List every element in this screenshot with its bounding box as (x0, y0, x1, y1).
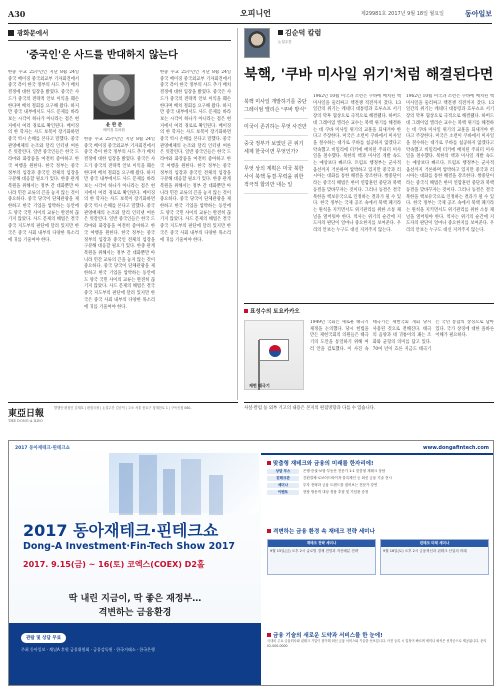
column-body-1: 1962년 10월 미국과 소련은 쿠바에 배치된 핵미사일을 둘러싸고 핵전쟁 직전까지 갔다. 13일간의 위기는 케네디 대통령과 흐루쇼프 서기장의 막후 협상으로 극적으로 해결됐다. 하버드대 그레이엄 앨리슨 교수는 북핵 위기를 해결하는 데 쿠바 미사일 위기의 교훈을 되새겨야 한다고 주장한다. 미국은 소련이 쿠바에서 미사일을 철수하는 대가로 쿠바를 침공하지 않겠다고 약속했고 비밀리에 터키에 배치된 주피터 미사일을 철수했다. 북한의 핵과 미사일 개발 속도는 예상보다 빠르다. 트럼프 행정부는 군사적 옵션까지 거론하며 압박하고 있지만 중국과 러시아는 대화를 통한 해결을 강조한다. 쌍중단이라는 중국식 해법은 한미 연합훈련 중단과 북핵 동결을 맞바꾸자는 것이다. 그러나 동결은 결국 북한을 핵보유국으로 인정하는 결과가 될 수 있다. 한국 정부는 국제 공조 속에서 북핵 폐기라는 원칙을 지키면서도 위기관리를 위한 소통 채널을 열어둬야 한다. 역사는 위기의 순간에 지도자의 판단이 얼마나 중요한지를 보여준다. 우리의 안보는 누구도 대신 지켜주지 않는다. (313, 94, 401, 234)
building-icon (119, 463, 133, 515)
subheads (244, 94, 308, 314)
advertisement[interactable] (8, 440, 494, 686)
column-gwanghwamun (8, 28, 238, 400)
building-icon (209, 475, 223, 515)
seminar-box[interactable] (267, 539, 376, 575)
masthead-info: 발행인·편집인 김재호 | 편집국장 | 논설주간 김순덕 | 주소 서울 종로구 청계천로 1 | 구독신청 080- (54, 406, 192, 410)
row-label: 세미나 (267, 483, 299, 488)
photo-caption: 제헌 태극기 (249, 383, 270, 388)
masthead-logo-text: 東亞日報 (8, 409, 45, 419)
seminar-box-head: 재테크 전략 세미나 (268, 540, 375, 547)
bullet-icon (267, 633, 271, 637)
ad-section-title (267, 527, 489, 535)
row-text: 투자 전략과 금융 트렌드를 짚어보는 전문가 강연 (303, 483, 378, 487)
row-label: 핀테크관 (267, 476, 299, 481)
author-portrait (244, 28, 270, 58)
seminar-box-text: 9월 16일(토) 오후 2시 금융혁신과 핀테크 산업의 미래 (383, 549, 467, 553)
ad-slogan-2: 격변하는 금융환경 (98, 608, 172, 618)
masthead-logo-sub: THE DONG-A ILBO (8, 419, 43, 423)
page-number: A30 (8, 8, 26, 19)
ad-right-panel (261, 441, 494, 686)
author-title: 논설주간 (278, 40, 292, 44)
row-text: 은행·증권·보험·부동산 전문가 1:1 맞춤형 재테크 상담 (303, 469, 386, 473)
column-body-2: 한중 수교 25주년인 지난 8월 24일 중국 베이징 중국외교부 기자회견에서 중국 측이 한국 정부의 사드 추가 배치 결정에 대한 입장을 밝혔다. 중국은 사드가 중국의 전략적 안보 이익을 훼손한다며 배치 철회를 요구해 왔다. 하지만 중국 내부에서도 사드 문제를 바라보는 시각이 하나가 아니라는 점은 현지에서 여러 경로로 확인된다. 베이징의 한 학자는 사드 보복이 장기화하면 중국 역시 손해를 본다고 말했다. 중국 관영매체의 논조와 달리 인터넷 여론은 엇갈린다. 일반 중국인들은 한국 드라마와 화장품을 여전히 좋아하고 한국 여행을 원한다. 한국 정부는 중국 정부의 입장과 중국인 전체의 입장을 구분해 대응할 필요가 있다. 한중 관계 복원을 위해서는 정부 간 대화뿐만 아니라 민간 교류의 끈을 놓지 않는 것이 중요하다. 중국 당국이 단체관광을 제한하고 한국 기업을 압박하는 동안에도 양국 국민 사이의 교류는 완전히 끊기지 않았다. 사드 문제의 해법은 결국 중국 지도부의 판단에 달려 있지만 한국은 중국 사회 내부의 다양한 목소리에 귀를 기울여야 한다. (84, 137, 155, 310)
ad-section-title (267, 459, 489, 467)
column-kimsoondeok (244, 28, 494, 300)
column-body-3: 한중 수교 25주년인 지난 8월 24일 중국 베이징 중국외교부 기자회견에서 중국 측이 한국 정부의 사드 추가 배치 결정에 대한 입장을 밝혔다. 중국은 사드가 중국의 전략적 안보 이익을 훼손한다며 배치 철회를 요구해 왔다. 하지만 중국 내부에서도 사드 문제를 바라보는 시각이 하나가 아니라는 점은 현지에서 여러 경로로 확인된다. 베이징의 한 학자는 사드 보복이 장기화하면 중국 역시 손해를 본다고 말했다. 중국 관영매체의 논조와 달리 인터넷 여론은 엇갈린다. 일반 중국인들은 한국 드라마와 화장품을 여전히 좋아하고 한국 여행을 원한다. 한국 정부는 중국 정부의 입장과 중국인 전체의 입장을 구분해 대응할 필요가 있다. 한중 관계 복원을 위해서는 정부 간 대화뿐만 아니라 민간 교류의 끈을 놓지 않는 것이 중요하다. 중국 당국이 단체관광을 제한하고 한국 기업을 압박하는 동안에도 양국 국민 사이의 교류는 완전히 끊기지 않았다. 사드 문제의 해법은 결국 중국 지도부의 판단에 달려 있지만 한국은 중국 사회 내부의 다양한 목소리에 귀를 기울여야 한다. (160, 70, 231, 243)
building-icon (163, 469, 175, 515)
row-text: 현장 방문객 대상 경품 추첨 및 기념품 증정 (303, 490, 369, 494)
bullet-icon (267, 461, 271, 465)
row-text: 간편결제·로보어드바이저·블록체인 등 최신 금융 기술 전시 (303, 476, 392, 480)
column-body-1: 한중 수교 25주년인 지난 8월 24일 중국 베이징 중국외교부 기자회견에서 중국 측이 한국 정부의 사드 추가 배치 결정에 대한 입장을 밝혔다. 중국은 사드가 중국의 전략적 안보 이익을 훼손한다며 배치 철회를 요구해 왔다. 하지만 중국 내부에서도 사드 문제를 바라보는 시각이 하나가 아니라는 점은 현지에서 여러 경로로 확인된다. 베이징의 한 학자는 사드 보복이 장기화하면 중국 역시 손해를 본다고 말했다. 중국 관영매체의 논조와 달리 인터넷 여론은 엇갈린다. 일반 중국인들은 한국 드라마와 화장품을 여전히 좋아하고 한국 여행을 원한다. 한국 정부는 중국 정부의 입장과 중국인 전체의 입장을 구분해 대응할 필요가 있다. 한중 관계 복원을 위해서는 정부 간 대화뿐만 아니라 민간 교류의 끈을 놓지 않는 것이 중요하다. 중국 당국이 단체관광을 제한하고 한국 기업을 압박하는 동안에도 양국 국민 사이의 교류는 완전히 끊기지 않았다. 사드 문제의 해법은 결국 중국 지도부의 판단에 달려 있지만 한국은 중국 사회 내부의 다양한 목소리에 귀를 기울여야 한다. (8, 70, 79, 243)
bullet-icon (267, 529, 271, 533)
section-title: 오피니언 (240, 8, 271, 18)
masthead-logo (8, 406, 48, 434)
column-headline: '중국인'은 사드를 반대하지 않는다 (26, 50, 178, 61)
author-box (84, 74, 144, 133)
ad-section-services (267, 631, 489, 648)
seminar-box-text: 9월 15일(금) 오후 2시 글로벌 경제 전망과 자산배분 전략 (270, 549, 359, 553)
photo-column-tag-label: 표성수의 토요카카오 (250, 309, 300, 315)
taegukgi-flag-icon (259, 339, 289, 361)
ad-hosts: 주최 동아일보 · 채널A 후원 금융위원회 · 금융감독원 · 한국거래소 · 한국은행 (21, 647, 155, 652)
column-tag (8, 28, 231, 41)
flag-photo (244, 320, 304, 390)
ad-free-badge: 관람 및 상담 무료 (21, 633, 66, 643)
row-label: 상담 부스 (267, 469, 299, 474)
ad-section-programs (267, 459, 489, 495)
ad-top-label: 2017 동아재테크·핀테크쇼 (15, 446, 70, 451)
ad-left-panel (9, 441, 261, 686)
ad-title-korean: 2017 동아재테크·핀테크쇼 (23, 521, 219, 540)
photo-column-body: 1949년 국회는 새로운 태극기 제정을 논의했다. 당시 헌법을 만든 제헌국회의 의원들은 태극기의 도안을 통일하기 위해 여러 안을 검토했다. 이 사진 속 태극기는 제헌국회 개회 당시 사용된 것으로 전해진다. 태극의 음양과 네 귀퉁이의 괘는 조화와 균형의 의미를 담고 있다. 70여 년이 흐른 지금도 태극기는 국민 통합의 상징으로 남아 있다. 국가 상징에 대한 올바른 이해가 필요하다. (310, 320, 494, 352)
column-tag (278, 28, 321, 38)
ad-section-title (267, 631, 489, 639)
subhead: 무엇 상의 계획은 미국 북한 사이 북핵 동결·무력을 위한 적극적 합의만 내는 일 (244, 161, 308, 194)
building-icon (181, 459, 201, 515)
ad-section-title-text: 격변하는 금융 환경 속 재테크 전략 세미나 (273, 529, 375, 535)
square-icon (278, 30, 283, 35)
masthead-notice: 사설·칼럼 등 외부 기고의 내용은 본지의 편집방향과 다를 수 있습니다. (244, 402, 494, 434)
photo-column (244, 303, 494, 400)
photo-column-tag (244, 307, 494, 315)
column-body-2: 1962년 10월 미국과 소련은 쿠바에 배치된 핵미사일을 둘러싸고 핵전쟁 직전까지 갔다. 13일간의 위기는 케네디 대통령과 흐루쇼프 서기장의 막후 협상으로 극적으로 해결됐다. 하버드대 그레이엄 앨리슨 교수는 북핵 위기를 해결하는 데 쿠바 미사일 위기의 교훈을 되새겨야 한다고 주장한다. 미국은 소련이 쿠바에서 미사일을 철수하는 대가로 쿠바를 침공하지 않겠다고 약속했고 비밀리에 터키에 배치된 주피터 미사일을 철수했다. 북한의 핵과 미사일 개발 속도는 예상보다 빠르다. 트럼프 행정부는 군사적 옵션까지 거론하며 압박하고 있지만 중국과 러시아는 대화를 통한 해결을 강조한다. 쌍중단이라는 중국식 해법은 한미 연합훈련 중단과 북핵 동결을 맞바꾸자는 것이다. 그러나 동결은 결국 북한을 핵보유국으로 인정하는 결과가 될 수 있다. 한국 정부는 국제 공조 속에서 북핵 폐기라는 원칙을 지키면서도 위기관리를 위한 소통 채널을 열어둬야 한다. 역사는 위기의 순간에 지도자의 판단이 얼마나 중요한지를 보여준다. 우리의 안보는 누구도 대신 지켜주지 않는다. (406, 94, 494, 234)
ad-section-title-text: 금융 기술의 새로운 도약과 서비스를 한 눈에! (273, 633, 383, 639)
row-label: 이벤트 (267, 490, 299, 495)
author-title: 베이징 특파원 (103, 128, 125, 132)
ad-section-seminars (267, 527, 489, 575)
ad-section-title-text: 맞춤형 재테크와 금융의 미래를 한자리에! (273, 461, 374, 467)
column-tag-label: 광화문에서 (17, 29, 49, 37)
column-tag-label: 김순덕 칼럼 (285, 29, 322, 37)
newspaper-brand: 동아일보 (464, 8, 492, 18)
author-name: 윤 완 준 (105, 123, 123, 128)
issue-date: 제29981호 2017년 9월 18일 월요일 (360, 11, 444, 17)
square-icon (244, 309, 248, 313)
building-icon (139, 455, 157, 515)
page-header (8, 4, 492, 24)
ad-dates: 2017. 9.15(금) ~ 16(토) 코엑스(COEX) D2홀 (23, 560, 205, 569)
seminar-box-head: 핀테크 미래 세미나 (381, 540, 488, 547)
masthead (8, 402, 238, 434)
ad-fine-print: 국내외 주요 금융회사와 핀테크 기업이 참가해 최신 금융 서비스와 기술을 선보입니다. 사전 등록 시 입장이 빠르며 세미나 좌석은 선착순으로 제공됩니다. 문의 02-000-0000 (267, 639, 487, 648)
ad-slogan-1: 딱 내린 지금이, 딱 좋은 재정부… (68, 594, 202, 604)
subhead: 중국 정부가 보였던 큰 위기 세계 한국이면 무엇인가? (244, 136, 308, 161)
square-icon (8, 30, 14, 36)
subhead: 미국이 존귀하는 무엇 사건만 (244, 119, 308, 136)
author-portrait (93, 74, 135, 120)
ad-title-english: Dong-A Investment·Fin-Tech Show 2017 (23, 541, 236, 552)
seminar-box[interactable] (380, 539, 489, 575)
ad-url-link[interactable]: www.dongafintech.com (422, 445, 489, 451)
subhead: 북핵 미사일 개발하기를 중단 그레이엄 앨리슨 "쿠바 방식" (244, 94, 308, 119)
column-headline: 북핵, '쿠바 미사일 위기'처럼 해결된다면 (244, 67, 494, 83)
